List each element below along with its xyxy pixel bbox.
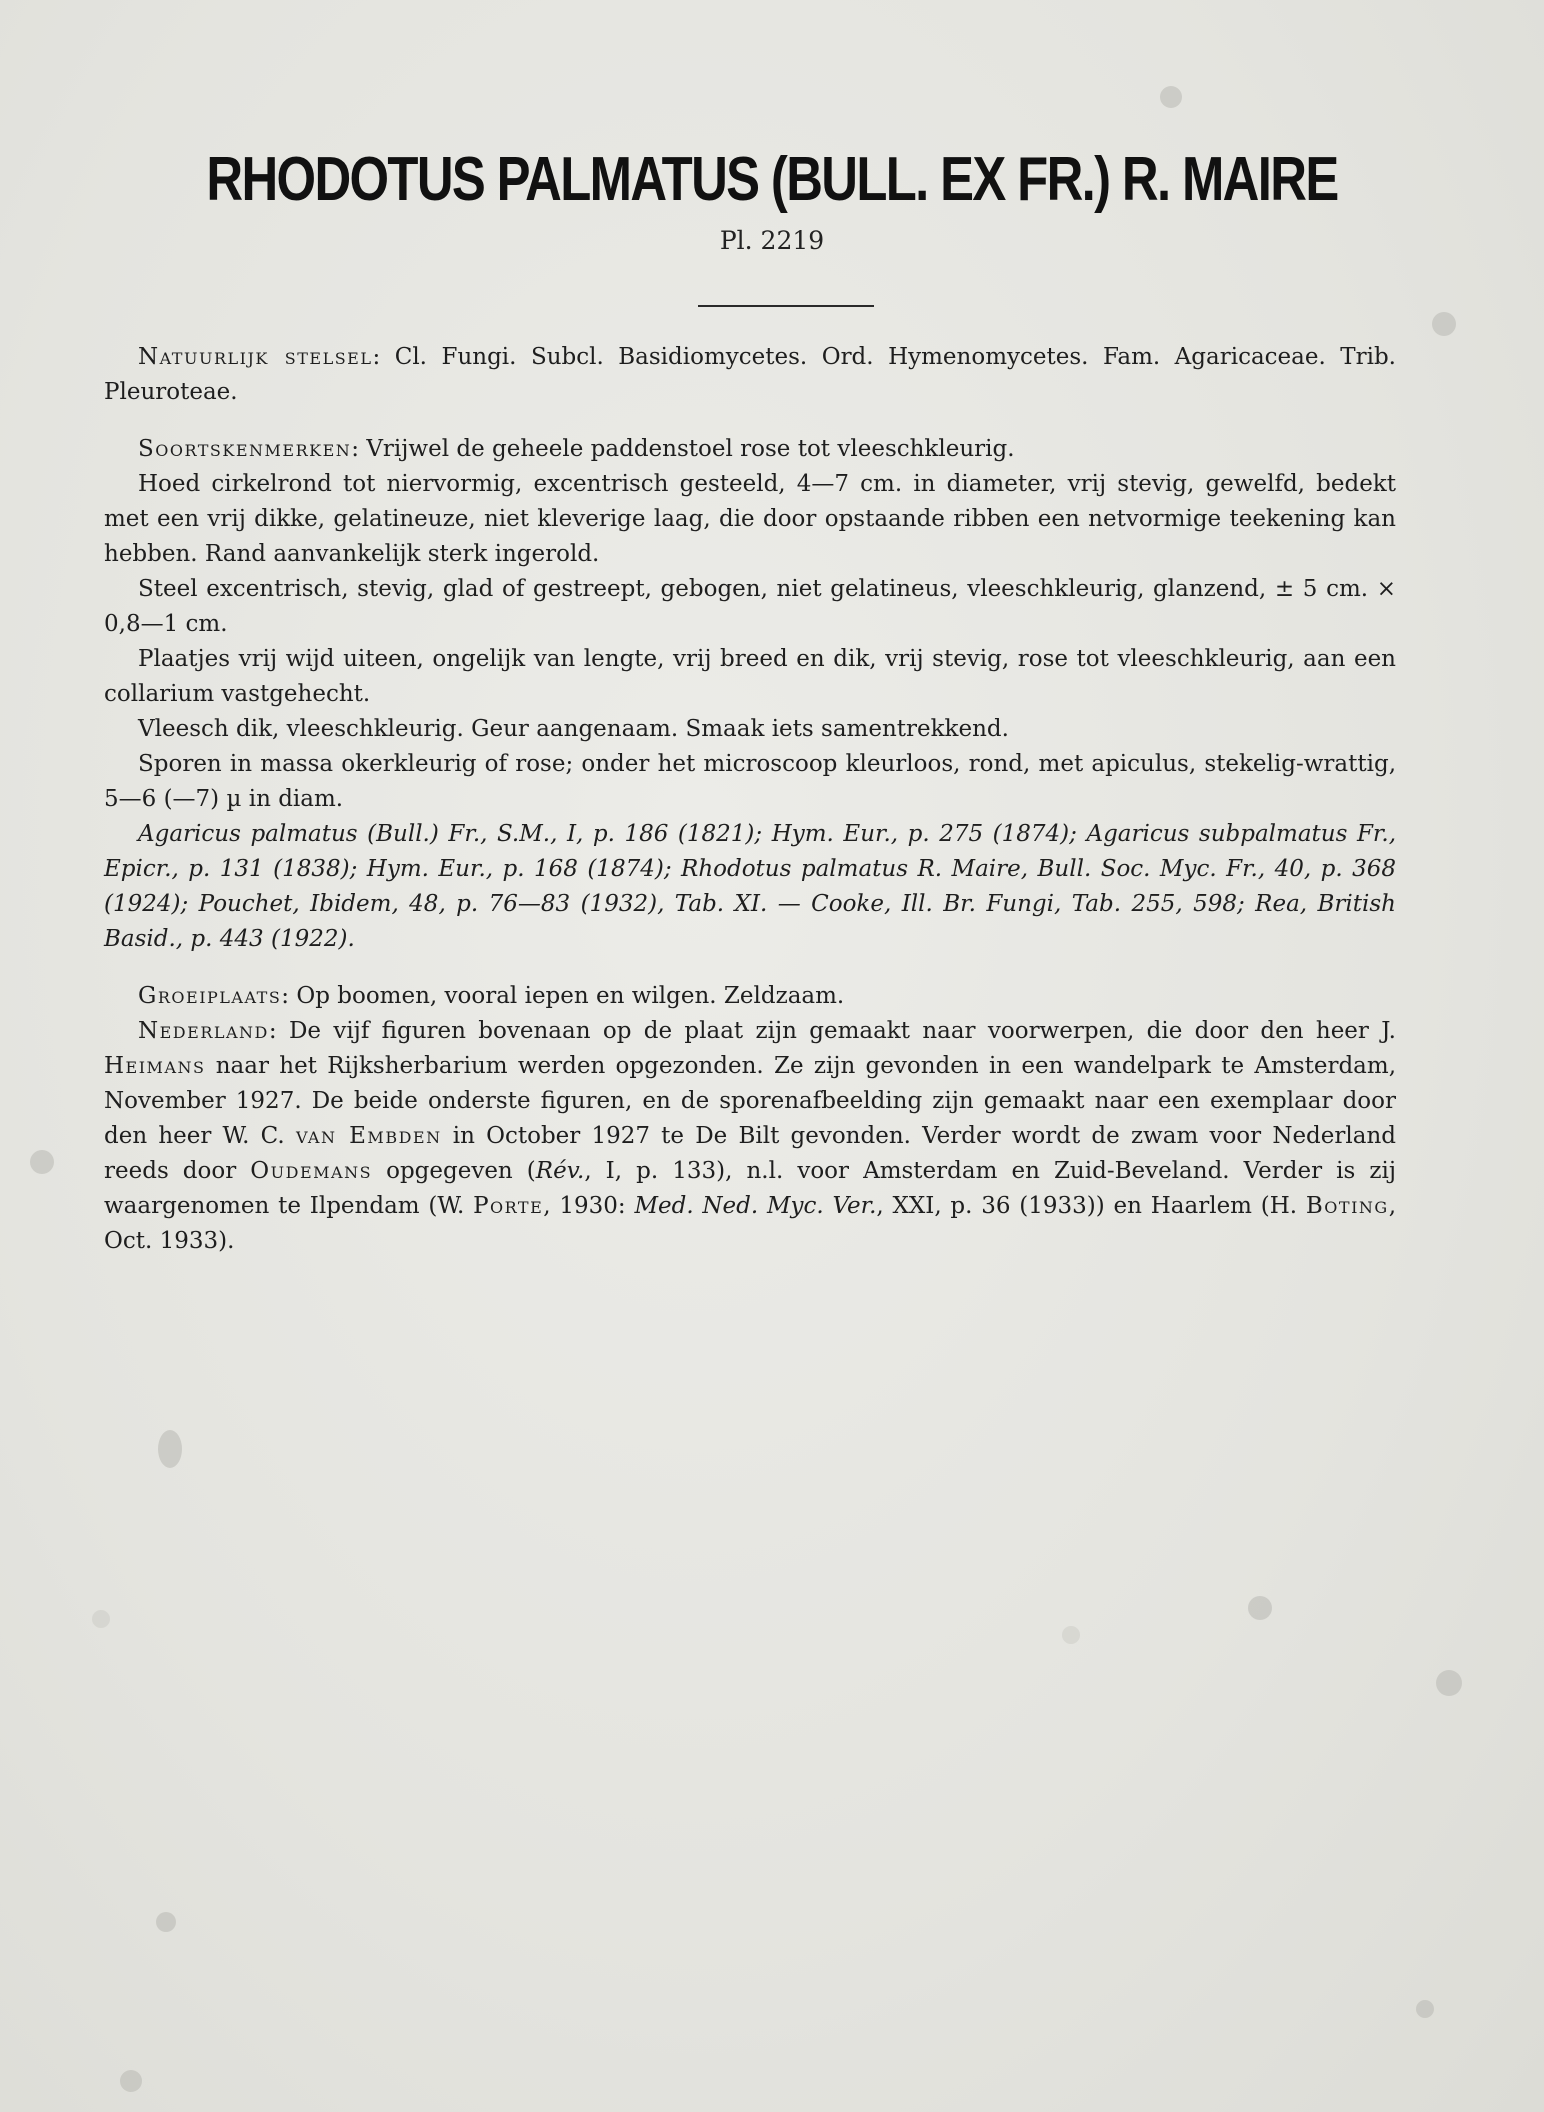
paper-speck [1248,1596,1272,1620]
steel-paragraph: Steel excentrisch, stevig, glad of gestreept, gebogen, niet gelatineus, vleeschkleurig, glanzend, ± 5 cm. × 0,8—1 cm. [104,576,1396,637]
soortskenmerken-label: Soortskenmerken [138,436,352,462]
paper-speck [1436,1670,1462,1696]
sporen-paragraph: Sporen in massa okerkleurig of rose; onder het microscoop kleurloos, rond, met apiculus, stekelig-wrattig, 5—6 (—7) µ in diam. [104,751,1396,812]
soortskenmerken-text: : Vrijwel de geheele paddenstoel rose tot vleeschkleurig. [351,436,1015,462]
stelsel-paragraph [104,340,1396,410]
article-body [104,340,1396,1259]
citation-title: Rév. [535,1158,585,1184]
paper-speck [1062,1626,1080,1644]
paper-speck [156,1912,176,1932]
nederland-text: , Oct. 1933). [104,1193,1397,1254]
stelsel-label: Natuurlijk stelsel [138,344,373,370]
paper-speck [92,1610,110,1628]
nederland-text: opgegeven ( [372,1158,536,1184]
nederland-text: : De vijf figuren bovenaan op de plaat zijn gemaakt naar voorwerpen, die door den heer J. [268,1018,1396,1044]
plaatjes-paragraph: Plaatjes vrij wijd uiteen, ongelijk van lengte, vrij breed en dik, vrij stevig, rose tot vleeschkleurig, aan een collarium vastgehecht. [104,646,1396,707]
paper-speck [158,1430,182,1468]
nederland-paragraph [104,1014,1396,1259]
nederland-text: , I, p. 133), n.l. voor Amsterdam en Zuid-Beveland. Verder is zij waargenomen te Ilpendam (W. [104,1158,1396,1219]
page-title: RHODOTUS PALMATUS (BULL. EX FR.) R. MAIRE [206,145,1338,214]
paper-speck [1416,2000,1434,2018]
soortskenmerken-paragraph [104,432,1396,467]
paper-speck [120,2070,142,2092]
groeiplaats-text: : Op boomen, vooral iepen en wilgen. Zeldzaam. [281,983,845,1009]
citation-title: Med. Ned. Myc. Ver. [634,1193,877,1219]
nederland-text: in October 1927 te De Bilt gevonden. Verder wordt de zwam voor Nederland reeds door [104,1123,1396,1184]
person-name: Boting [1305,1193,1389,1219]
groeiplaats-label: Groeiplaats [138,983,282,1009]
title-rule [698,305,874,307]
nederland-label: Nederland [138,1018,269,1044]
person-name: Porte [473,1193,544,1219]
hoed-paragraph: Hoed cirkelrond tot niervormig, excentrisch gesteeld, 4—7 cm. in diameter, vrij stevig, gewelfd, bedekt met een vrij dikke, gelatineuze, niet kleverige laag, die door opstaande ribben een netvormige teekening kan hebben. Rand aanvankelijk sterk ingerold. [104,471,1396,567]
paper-speck [1160,86,1182,108]
vleesch-paragraph: Vleesch dik, vleeschkleurig. Geur aangenaam. Smaak iets samentrekkend. [138,716,1009,742]
header [0,140,1544,307]
nederland-text: naar het Rijksherbarium werden opgezonden. Ze zijn gevonden in een wandelpark te Amsterdam, November 1927. De beide onderste figuren, en de sporenafbeelding zijn gemaakt naar een exemplaar door den heer W. C. [104,1053,1396,1149]
person-name: Heimans [104,1053,206,1079]
nederland-text: , XXI, p. 36 (1933)) en Haarlem (H. [876,1193,1306,1219]
paper-speck [30,1150,54,1174]
nederland-text: , 1930: [543,1193,635,1219]
plate-number: Pl. 2219 [719,226,825,255]
groeiplaats-paragraph [104,979,1396,1014]
person-name: Oudemans [250,1158,373,1184]
stelsel-text: : Cl. Fungi. Subcl. Basidiomycetes. Ord. Hymenomycetes. Fam. Agaricaceae. Trib. Pleuroteae. [104,344,1396,405]
person-name: van Embden [295,1123,442,1149]
paper-speck [1432,312,1456,336]
synonyms-paragraph: Agaricus palmatus (Bull.) Fr., S.M., I, p. 186 (1821); Hym. Eur., p. 275 (1874); Agaricus subpalmatus Fr., Epicr., p. 131 (1838); Hym. Eur., p. 168 (1874); Rhodotus palmatus R. Maire, Bull. Soc. Myc. Fr., 40, p. 368 (1924); Pouchet, Ibidem, 48, p. 76—83 (1932), Tab. XI. — Cooke, Ill. Br. Fungi, Tab. 255, 598; Rea, British Basid., p. 443 (1922). [104,821,1396,952]
